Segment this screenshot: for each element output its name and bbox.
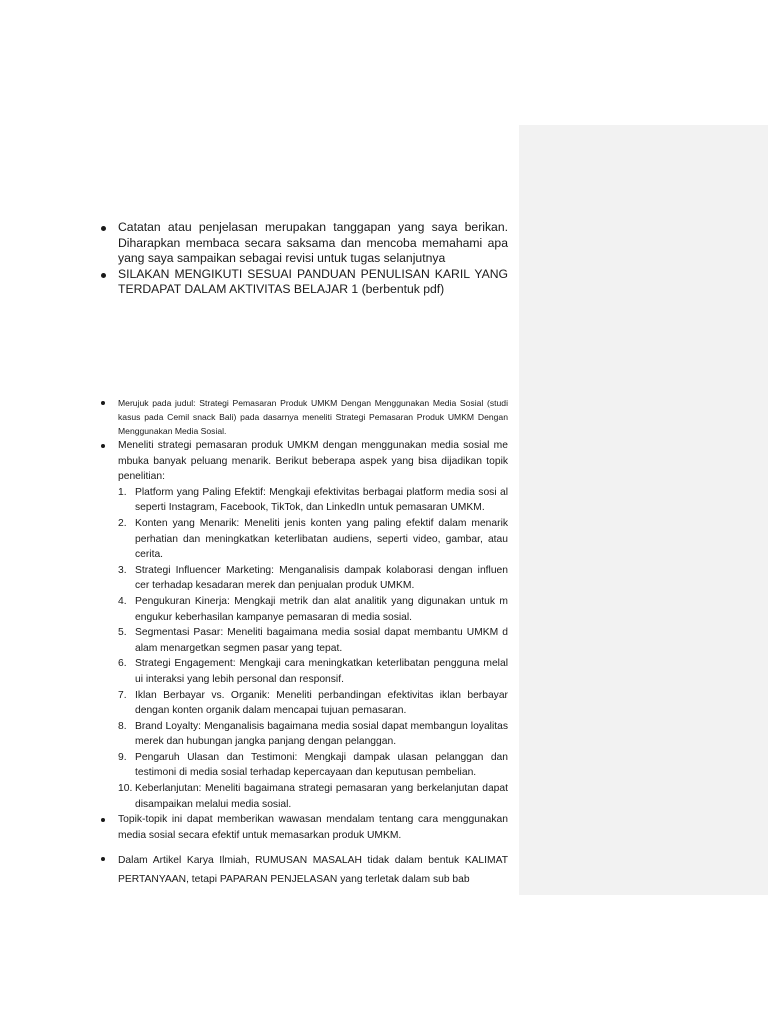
bullet-item (98, 220, 508, 267)
topic-item (98, 563, 508, 594)
bullet-dot (101, 401, 105, 405)
topic-item (98, 781, 508, 812)
topic-text: Pengukuran Kinerja: Mengkaji metrik dan alat analitik yang digunakan untuk m engukur keberhasilan kampanye pemasaran di media sosial. (135, 595, 508, 623)
topic-text: Pengaruh Ulasan dan Testimoni: Mengkaji dampak ulasan pelanggan dan testimoni di media sosial terhadap kepercayaan dan keputusan pembelian. (135, 751, 508, 779)
comment-note (98, 396, 508, 889)
topic-text: Brand Loyalty: Menganalisis bagaimana media sosial dapat membangun loyalitas merek dan hubungan jangka panjang dengan pelanggan. (135, 720, 508, 748)
rumusan-text: Dalam Artikel Karya Ilmiah, RUMUSAN MASALAH tidak dalam bentuk KALIMAT PERTANYAAN, tetapi PAPARAN PENJELASAN yang terletak dalam sub bab (118, 855, 508, 886)
bullet-item (98, 396, 508, 438)
topic-number: 10. (118, 783, 133, 795)
topic-text: Konten yang Menarik: Meneliti jenis konten yang paling efektif dalam menarik perhatian dan meningkatkan keterlibatan audiens, seperti video, gambar, atau cerita. (135, 517, 508, 561)
topic-number: 2. (118, 517, 127, 529)
closing-text: Topik-topik ini dapat memberikan wawasan mendalam tentang cara menggunakan media sosial secara efektif untuk memasarkan produk UMKM. (118, 814, 508, 841)
topic-number: 3. (118, 564, 127, 576)
topic-text: Platform yang Paling Efektif: Mengkaji efektivitas berbagai platform media sosi al seperti Instagram, Facebook, TikTok, dan LinkedIn untuk pemasaran UMKM. (135, 486, 508, 514)
bullet-item (98, 812, 508, 843)
bullet-item (98, 267, 508, 298)
top-notes (98, 220, 508, 298)
topic-item (98, 625, 508, 656)
topic-list (98, 485, 508, 812)
bullet-item (98, 438, 508, 485)
topic-number: 7. (118, 689, 127, 701)
topic-text: Segmentasi Pasar: Meneliti bagaimana media sosial dapat membantu UMKM d alam menargetkan segmen pasar yang tepat. (135, 627, 508, 654)
topic-item (98, 688, 508, 719)
topic-text: Iklan Berbayar vs. Organik: Meneliti perbandingan efektivitas iklan berbayar dengan konten organik dalam mencapai tujuan pemasaran. (135, 689, 508, 717)
topic-number: 1. (118, 486, 127, 498)
topic-item (98, 516, 508, 563)
bullet-dot (101, 444, 105, 448)
intro-text: Meneliti strategi pemasaran produk UMKM dengan menggunakan media sosial me mbuka banyak peluang menarik. Berikut beberapa aspek yang bisa dijadikan topik penelitian: (118, 440, 508, 483)
comment-margin-pane (519, 125, 768, 895)
topic-item (98, 594, 508, 625)
topic-item (98, 719, 508, 750)
bullet-text: SILAKAN MENGIKUTI SESUAI PANDUAN PENULISAN KARIL YANG TERDAPAT DALAM AKTIVITAS BELAJAR 1 (berbentuk pdf) (118, 266, 508, 296)
bullet-dot (101, 818, 105, 822)
bullet-dot (101, 273, 106, 278)
topic-text: Strategi Engagement: Mengkaji cara meningkatkan keterlibatan pengguna melal ui interaksi yang lebih personal dan responsif. (135, 658, 508, 685)
topic-number: 6. (118, 658, 127, 670)
topic-item (98, 656, 508, 687)
topic-item (98, 485, 508, 516)
topic-number: 4. (118, 595, 127, 607)
topic-item (98, 750, 508, 781)
bullet-item (98, 851, 508, 889)
topic-text: Strategi Influencer Marketing: Menganalisis dampak kolaborasi dengan influen cer terhadap kesadaran merek dan penjualan produk UMKM. (135, 564, 508, 592)
topic-number: 9. (118, 751, 127, 763)
topic-number: 8. (118, 720, 127, 732)
topic-text: Keberlanjutan: Meneliti bagaimana strategi pemasaran yang berkelanjutan dapat disampaikan melalui media sosial. (135, 783, 508, 810)
judul-text: Merujuk pada judul: Strategi Pemasaran Produk UMKM Dengan Menggunakan Media Sosial (studi kasus pada Cemil snack Bali) pada dasarnya meneliti Strategi Pemasaran Produk UMKM Dengan Menggunakan Media Sosial. (118, 398, 508, 436)
topic-number: 5. (118, 627, 127, 639)
bullet-dot (101, 857, 105, 861)
bullet-dot (101, 226, 106, 231)
bullet-text: Catatan atau penjelasan merupakan tanggapan yang saya berikan. Diharapkan membaca secara saksama dan mencoba memahami apa yang saya sampaikan sebagai revisi untuk tugas selanjutnya (118, 220, 508, 265)
